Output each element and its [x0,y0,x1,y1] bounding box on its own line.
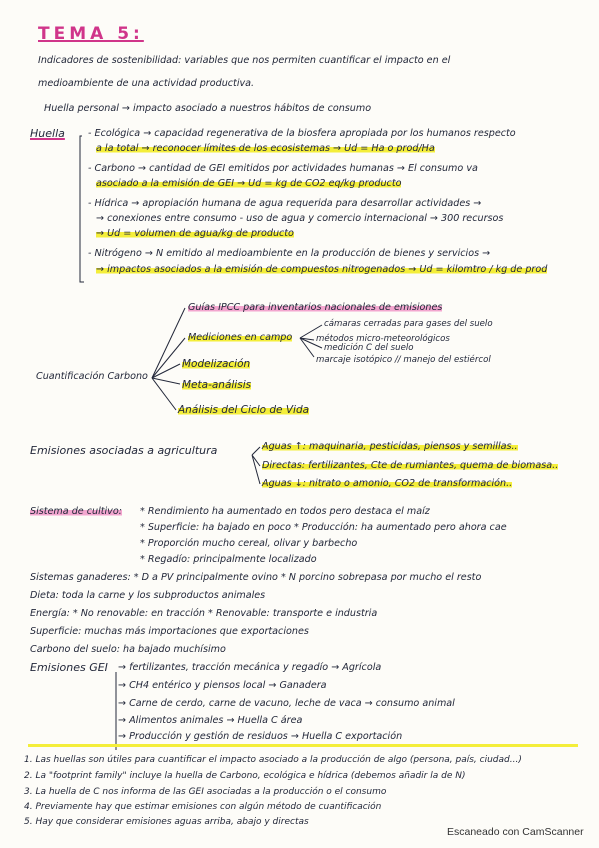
huella-label: Huella [30,127,65,140]
huella-personal-line: Huella personal → impacto asociado a nuestros hábitos de consumo [44,103,372,114]
cuant-branch-text: Meta-análisis [182,379,252,391]
emisiones-agri-text: Directas: fertilizantes, Cte de rumiantes, quema de biomasa.. [262,460,559,471]
summary-item: 4. Previamente hay que estimar emisiones con algún método de cuantificación [24,802,382,812]
emisiones-agri-item [262,478,512,490]
misc-line: Dieta: toda la carne y los subproductos animales [30,590,266,601]
huella-item: → conexiones entre consumo - uso de agua y comercio internacional → 300 recursos [96,213,504,224]
huella-item: - Ecológica → capacidad regenerativa de la biosfera apropiada por los humanos respecto [88,128,516,139]
page-title: TEMA 5: [38,24,144,44]
cultivo-item: * Regadío: principalmente localizado [140,554,317,565]
huella-item [96,143,435,155]
cuant-sub: marcaje isotópico // manejo del estiércol [316,355,491,365]
gei-item: → Carne de cerdo, carne de vacuno, leche de vaca → consumo animal [118,698,455,709]
cultivo-item: * Superficie: ha bajado en poco * Producción: ha aumentado pero ahora cae [140,522,507,533]
huella-item: - Hídrica → apropiación humana de agua requerida para desarrollar actividades → [88,198,482,209]
huella-item: - Carbono → cantidad de GEI emitidos por actividades humanas → El consumo va [88,163,478,174]
emisiones-agri-text: Aguas ↓: nitrato o amonio, CO2 de transformación.. [262,478,513,489]
indicadores-text: Indicadores de sostenibilidad: variables que nos permiten cuantificar el impacto en el [38,55,451,66]
misc-line: Superficie: muchas más importaciones que exportaciones [30,626,309,637]
cuant-branch-text: Modelización [182,358,251,370]
cultivo-item: * Rendimiento ha aumentado en todos pero destaca el maíz [140,506,430,517]
cuant-branch-text: Análisis del Ciclo de Vida [178,404,310,416]
cuant-branch [182,358,250,370]
misc-line: Carbono del suelo: ha bajado muchísimo [30,644,226,655]
cuant-sub: cámaras cerradas para gases del suelo [324,319,493,329]
sistema-cultivo-label [30,506,122,518]
huella-item: - Nitrógeno → N emitido al medioambiente en la producción de bienes y servicios → [88,248,491,259]
emisiones-agri-label: Emisiones asociadas a agricultura [30,444,218,457]
cuant-branch [188,332,292,344]
cuant-branch [182,379,251,391]
summary-item: 1. Las huellas son útiles para cuantificar el impacto asociado a la producción de algo (persona, país, ciudad...) [24,755,522,765]
huella-item-text: → impactos asociados a la emisión de compuestos nitrogenados → Ud = kilomtro / kg de prod [96,264,548,275]
indicadores-line-2: medioambiente de una actividad productiva. [38,78,255,89]
cuantificacion-root: Cuantificación Carbono [36,371,148,382]
cuant-sub: métodos micro-meteorológicos [316,334,450,344]
misc-line: Energía: * No renovable: en tracción * Renovable: transporte e industria [30,608,378,619]
huella-item-text: a la total → reconocer límites de los ecosistemas → Ud = Ha o prod/Ha [96,143,435,154]
cuant-branch [188,302,442,314]
emisiones-gei-label: Emisiones GEI [30,661,108,674]
huella-item-text: → Ud = volumen de agua/kg de producto [96,228,294,239]
summary-item: 3. La huella de C nos informa de las GEI asociadas a la producción o el consumo [24,787,387,797]
cuant-branch-text: Mediciones en campo [188,332,293,343]
emisiones-agri-text: Aguas ↑: maquinaria, pesticidas, piensos y semillas.. [262,441,518,452]
gei-item: → fertilizantes, tracción mecánica y regadío → Agrícola [118,662,382,673]
cuant-sub: medición C del suelo [324,343,414,353]
indicadores-line [38,55,450,67]
gei-item: → CH4 entérico y piensos local → Ganadera [118,680,327,691]
huella-item-text: asociado a la emisión de GEI → Ud = kg de CO2 eq/kg producto [96,178,402,189]
sistema-cultivo-text: Sistema de cultivo: [30,506,122,517]
cuant-branch-text: Guías IPCC para inventarios nacionales de emisiones [188,302,443,313]
huella-item [96,178,401,190]
huella-item [96,228,294,240]
summary-item: 5. Hay que considerar emisiones aguas arriba, abajo y directas [24,817,309,827]
misc-line: Sistemas ganaderes: * D a PV principalmente ovino * N porcino sobrepasa por mucho el resto [30,572,482,583]
scanner-watermark: Escaneado con CamScanner [447,826,584,838]
cultivo-item: * Proporción mucho cereal, olivar y barbecho [140,538,358,549]
emisiones-agri-item [262,460,558,472]
emisiones-agri-item [262,441,518,453]
huella-item [96,264,547,276]
gei-item: → Producción y gestión de residuos → Huella C exportación [118,731,403,742]
summary-item: 2. La "footprint family" incluye la huella de Carbono, ecológica e hídrica (debemos añadir la de N) [24,771,466,781]
cuant-branch [178,404,309,416]
gei-item: → Alimentos animales → Huella C área [118,715,303,726]
